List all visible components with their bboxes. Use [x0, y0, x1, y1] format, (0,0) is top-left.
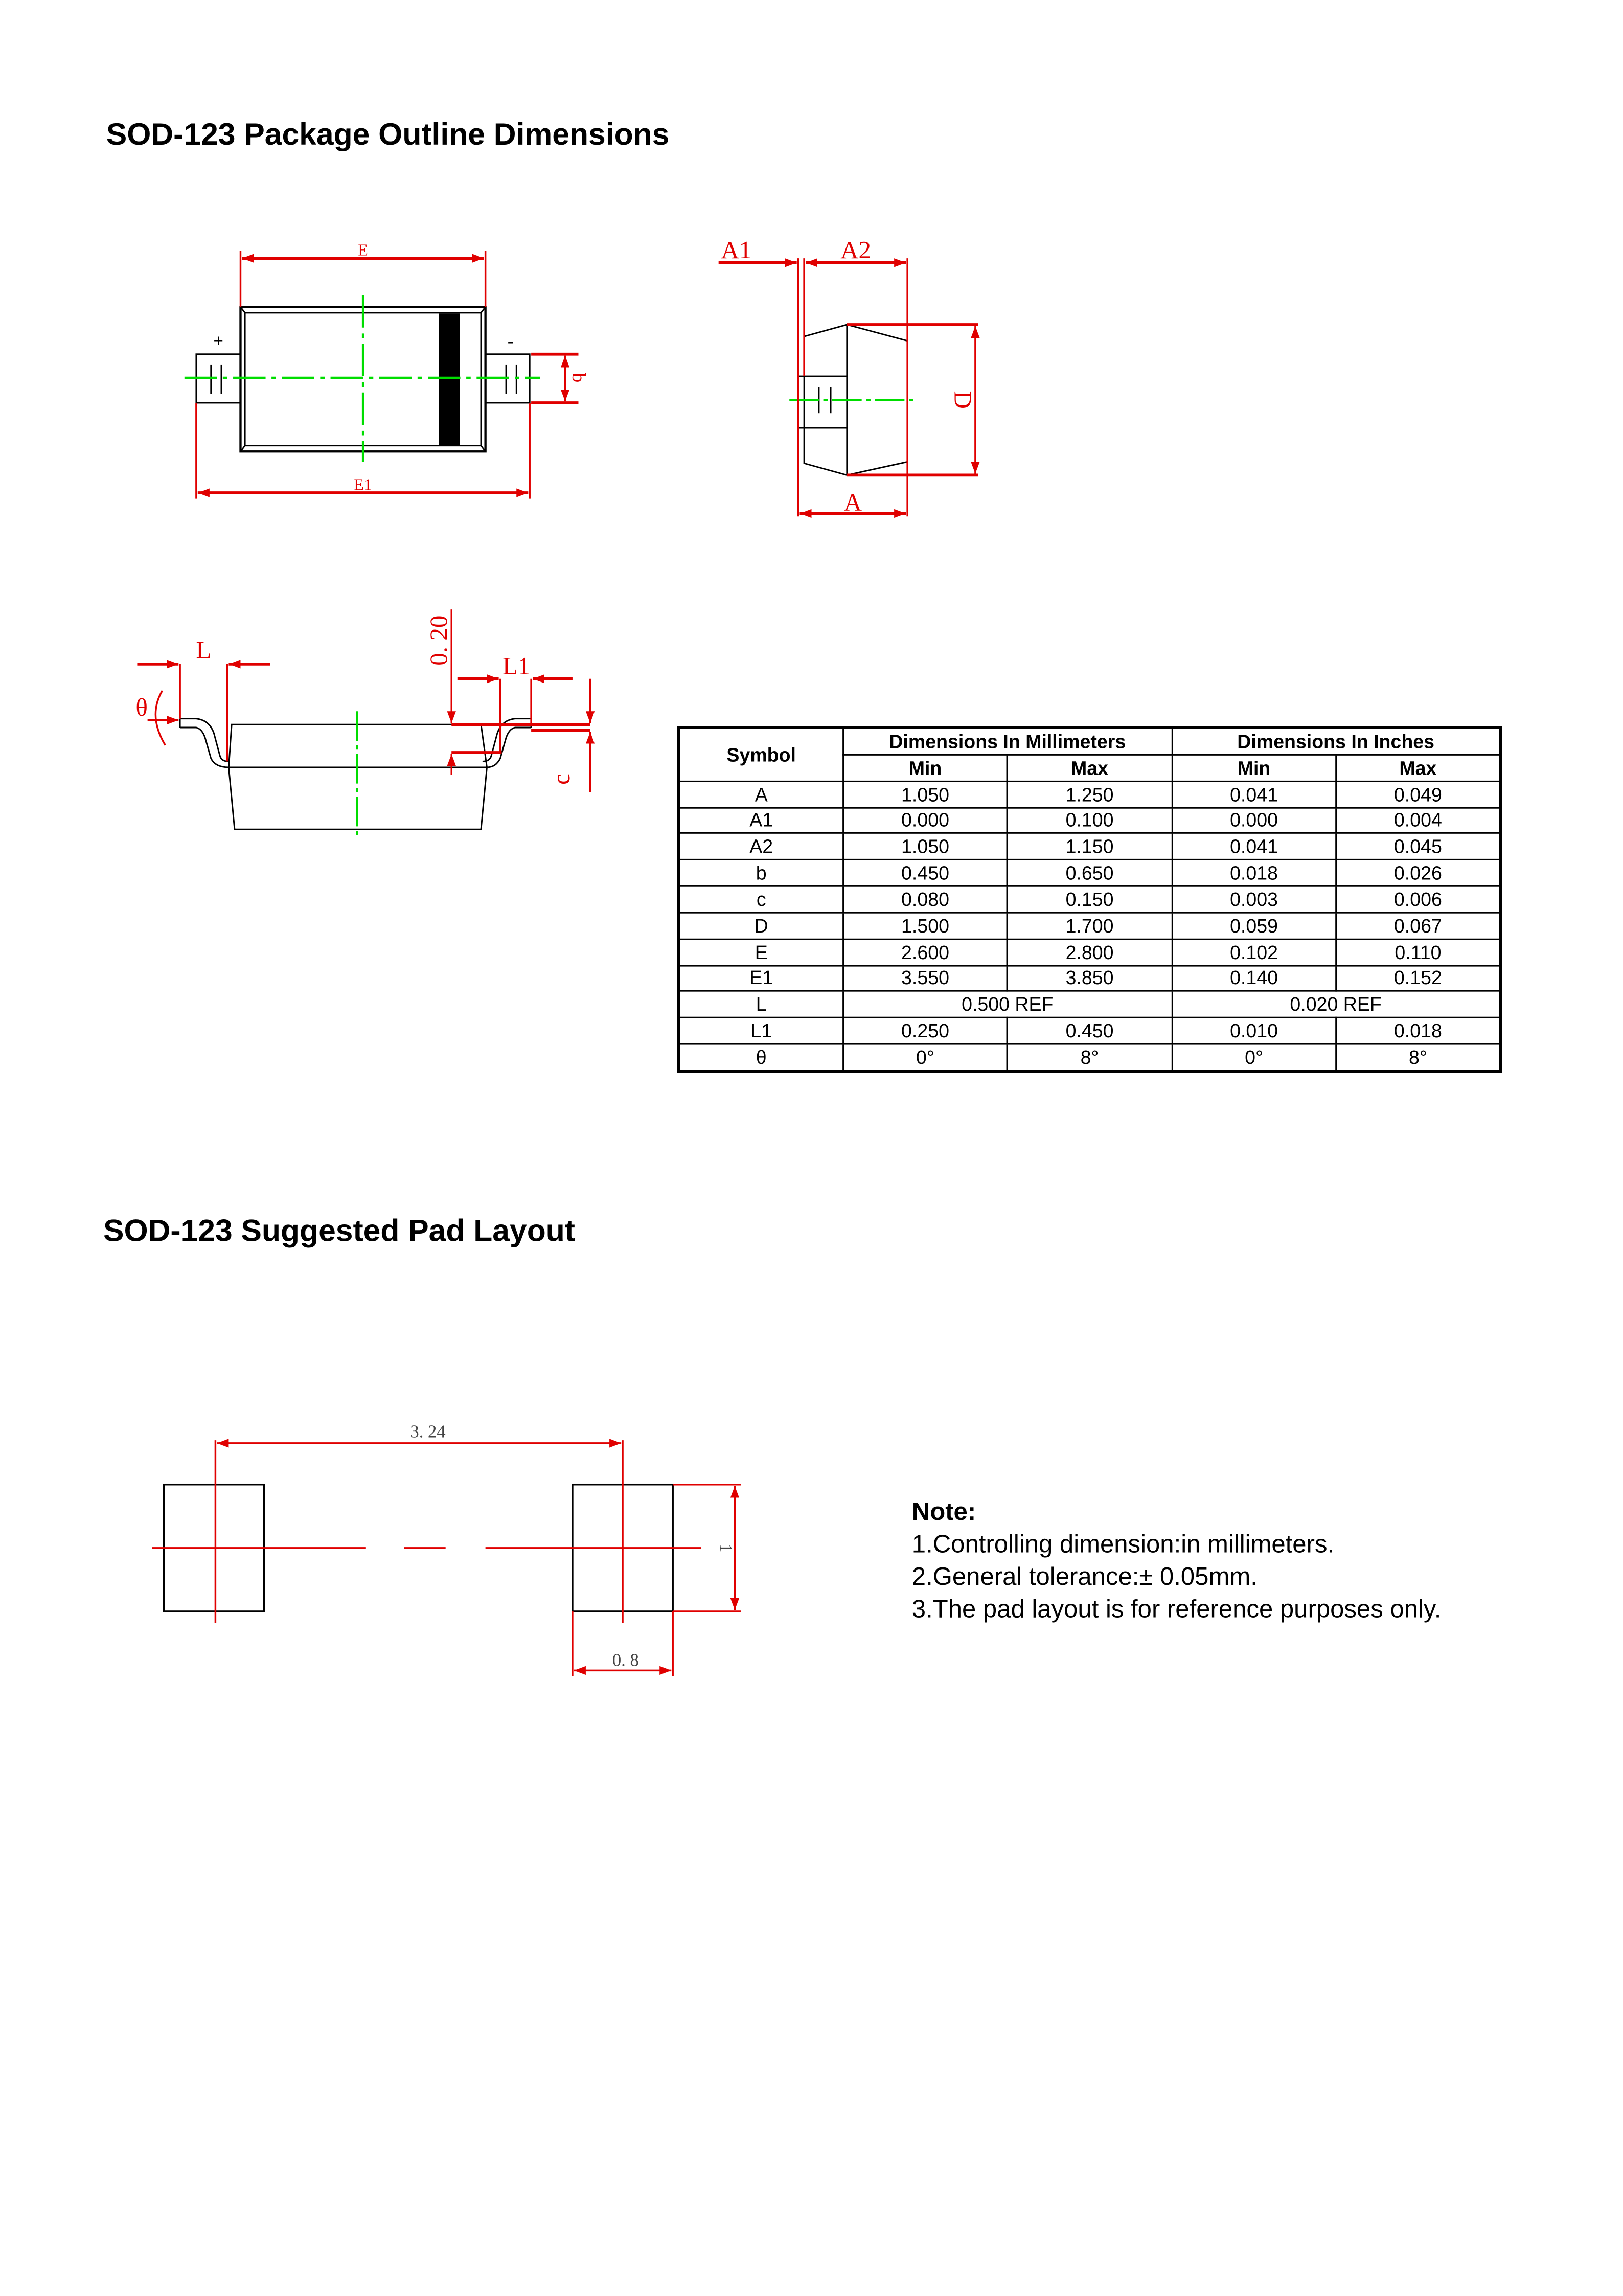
cell-in-min: 0.140	[1172, 965, 1336, 991]
cell-symbol: D	[679, 913, 843, 939]
header-millimeters: Dimensions In Millimeters	[843, 728, 1172, 755]
cell-mm-max: 1.150	[1008, 833, 1172, 859]
dim-label-pad-pitch: 3. 24	[410, 1422, 446, 1442]
cell-mm-max: 1.700	[1008, 913, 1172, 939]
header-mm-max: Max	[1008, 755, 1172, 781]
table-row	[679, 833, 1501, 859]
dim-label-A1: A1	[721, 236, 752, 264]
header-mm-min: Min	[843, 755, 1008, 781]
cell-symbol: b	[679, 860, 843, 886]
table-row	[679, 1044, 1501, 1071]
cell-mm-max: 0.650	[1008, 860, 1172, 886]
dim-label-pad-height: 1	[716, 1543, 736, 1553]
cell-in-max: 0.110	[1336, 939, 1501, 965]
cell-mm-min: 0°	[843, 1044, 1008, 1071]
table-row	[679, 991, 1501, 1017]
table-row	[679, 913, 1501, 939]
dim-label-pad-width: 0. 8	[612, 1650, 639, 1670]
cell-mm-max: 0.450	[1008, 1018, 1172, 1044]
cell-symbol: L	[679, 991, 843, 1017]
cell-mm-max: 2.800	[1008, 939, 1172, 965]
table-row	[679, 807, 1501, 833]
cell-mm-min: 0.450	[843, 860, 1008, 886]
notes-heading: Note:	[911, 1497, 976, 1526]
cell-symbol: E1	[679, 965, 843, 991]
cell-mm-min: 2.600	[843, 939, 1008, 965]
table-row	[679, 886, 1501, 912]
header-symbol: Symbol	[679, 728, 843, 781]
dim-label-b: b	[567, 373, 589, 383]
table-row	[679, 860, 1501, 886]
cell-mm-max: 0.100	[1008, 807, 1172, 833]
cell-in-max: 0.004	[1336, 807, 1501, 833]
cell-mm-min: 1.050	[843, 833, 1008, 859]
cell-mm-max: 3.850	[1008, 965, 1172, 991]
cell-in-min: 0.018	[1172, 860, 1336, 886]
dim-label-D: D	[949, 391, 977, 409]
cell-symbol: A1	[679, 807, 843, 833]
anode-plus-label: +	[213, 331, 223, 351]
cell-in-min: 0.059	[1172, 913, 1336, 939]
header-in-max: Max	[1336, 755, 1501, 781]
dim-label-c: c	[547, 774, 576, 785]
cell-symbol: L1	[679, 1018, 843, 1044]
profile-view	[180, 711, 531, 838]
cell-in-min: 0.000	[1172, 807, 1336, 833]
dimensions-table	[677, 726, 1502, 1073]
header-in-min: Min	[1172, 755, 1336, 781]
header-inches: Dimensions In Inches	[1172, 728, 1500, 755]
cell-mm-min: 1.050	[843, 781, 1008, 807]
cell-in-min: 0.041	[1172, 833, 1336, 859]
dim-label-A: A	[843, 488, 862, 516]
cell-mm-ref: 0.500 REF	[843, 991, 1172, 1017]
cell-mm-min: 1.500	[843, 913, 1008, 939]
pad-layout-section-title: SOD-123 Suggested Pad Layout	[103, 1214, 575, 1248]
cell-mm-max: 0.150	[1008, 886, 1172, 912]
dim-label-E1: E1	[354, 475, 372, 494]
cathode-band	[440, 314, 459, 444]
cell-in-min: 0.010	[1172, 1018, 1336, 1044]
cell-in-max: 0.018	[1336, 1018, 1501, 1044]
dim-label-L: L	[196, 635, 212, 664]
table-row	[679, 939, 1501, 965]
dim-label-theta: θ	[135, 693, 148, 721]
table-row	[679, 1018, 1501, 1044]
cell-mm-min: 0.250	[843, 1018, 1008, 1044]
cell-in-max: 0.152	[1336, 965, 1501, 991]
outline-section-title: SOD-123 Package Outline Dimensions	[106, 118, 670, 152]
note-item: 1.Controlling dimension:in millimeters.	[911, 1530, 1335, 1559]
cell-in-ref: 0.020 REF	[1172, 991, 1500, 1017]
dim-label-A2: A2	[840, 236, 872, 264]
cell-mm-max: 1.250	[1008, 781, 1172, 807]
top-view-dimensions	[196, 251, 579, 499]
cell-symbol: E	[679, 939, 843, 965]
cell-in-min: 0°	[1172, 1044, 1336, 1071]
cell-symbol: c	[679, 886, 843, 912]
cell-in-max: 0.049	[1336, 781, 1501, 807]
cell-mm-max: 8°	[1008, 1044, 1172, 1071]
dim-label-L1: L1	[502, 652, 531, 680]
dim-label-E: E	[358, 241, 368, 259]
cell-in-max: 0.045	[1336, 833, 1501, 859]
cell-symbol: A2	[679, 833, 843, 859]
side-view	[789, 325, 915, 475]
table-row	[679, 965, 1501, 991]
notes	[912, 1496, 1442, 1626]
cell-in-max: 0.026	[1336, 860, 1501, 886]
table-row	[679, 781, 1501, 807]
pad-layout-dimensions	[152, 1440, 741, 1676]
cell-symbol: A	[679, 781, 843, 807]
cell-in-max: 0.067	[1336, 913, 1501, 939]
cell-in-min: 0.041	[1172, 781, 1336, 807]
cathode-minus-label: -	[507, 331, 514, 351]
dim-label-gauge: 0. 20	[424, 615, 453, 666]
top-view	[185, 295, 540, 462]
cell-in-max: 0.006	[1336, 886, 1501, 912]
cell-in-max: 8°	[1336, 1044, 1501, 1071]
cell-in-min: 0.003	[1172, 886, 1336, 912]
cell-mm-min: 0.080	[843, 886, 1008, 912]
cell-symbol: θ	[679, 1044, 843, 1071]
cell-mm-min: 0.000	[843, 807, 1008, 833]
note-item: 3.The pad layout is for reference purposes only.	[911, 1595, 1442, 1624]
note-item: 2.General tolerance:± 0.05mm.	[911, 1562, 1258, 1591]
cell-mm-min: 3.550	[843, 965, 1008, 991]
cell-in-min: 0.102	[1172, 939, 1336, 965]
